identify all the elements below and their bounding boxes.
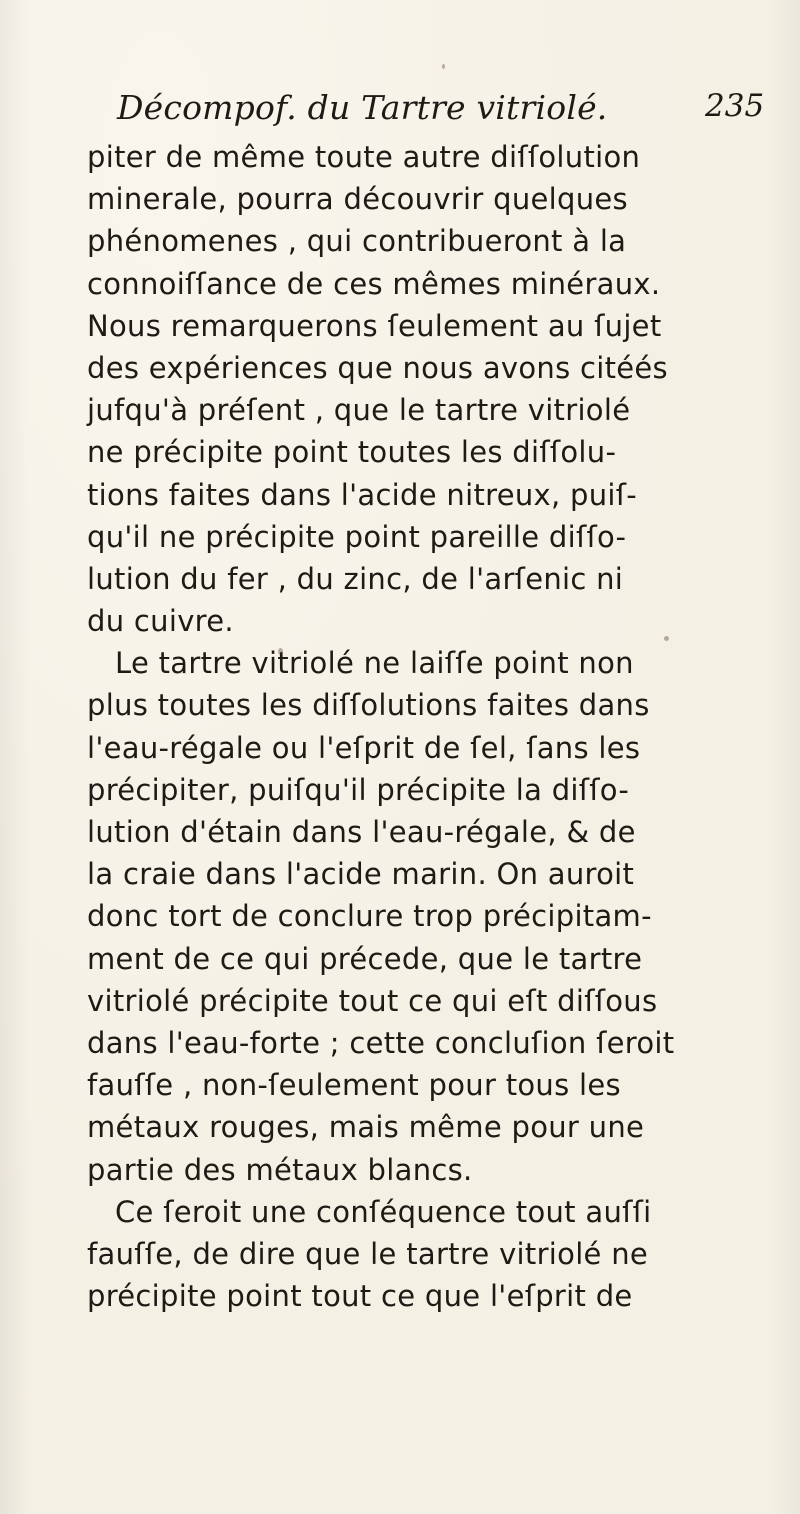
text-line: Ce ſeroit une conſéquence tout auſſi [115, 1194, 652, 1229]
text-line: phénomenes , qui contribueront à la [87, 224, 627, 259]
text-line: dans l'eau-forte ; cette concluſion ſeroit [87, 1025, 675, 1060]
text-line: qu'il ne précipite point pareille diſſo- [87, 519, 627, 554]
text-line: jufqu'à préſent , que le tartre vitriolé [87, 393, 631, 428]
text-line: minerale, pourra découvrir quelques [87, 182, 628, 217]
text-line: métaux rouges, mais même pour une [87, 1110, 645, 1145]
paper-speck [278, 648, 283, 655]
text-line: plus toutes les diſſolutions faites dans [87, 688, 650, 723]
text-line: la craie dans l'acide marin. On auroit [87, 857, 635, 892]
text-line: fauſſe, de dire que le tartre vitriolé ne [87, 1236, 649, 1271]
text-line: fauſſe , non-ſeulement pour tous les [87, 1068, 621, 1103]
text-line: précipiter, puiſqu'il précipite la diſſo- [87, 772, 630, 807]
text-line: du cuivre. [87, 604, 234, 639]
text-line: Le tartre vitriolé ne laiſſe point non [115, 646, 634, 681]
text-line: tions faites dans l'acide nitreux, puiſ- [87, 477, 638, 512]
page-header [0, 88, 800, 132]
paper-speck [664, 636, 669, 641]
paper-speck [442, 64, 445, 69]
running-title: Décompof. du Tartre vitriolé. [117, 88, 608, 127]
body-text [87, 136, 787, 1317]
text-line: vitriolé précipite tout ce qui eſt diſſous [87, 983, 658, 1018]
text-line: lution d'étain dans l'eau-régale, & de [87, 815, 636, 849]
text-line: partie des métaux blancs. [87, 1152, 473, 1187]
text-line: connoiſſance de ces mêmes minéraux. [87, 266, 661, 301]
text-line: l'eau-régale ou l'eſprit de ſel, ſans les [87, 730, 641, 765]
text-line: Nous remarquerons ſeulement au ſujet [87, 308, 662, 343]
text-line: précipite point tout ce que l'eſprit de [87, 1279, 633, 1314]
page-number: 235 [705, 88, 765, 124]
text-line: ment de ce qui précede, que le tartre [87, 941, 643, 976]
text-line: donc tort de conclure trop précipitam- [87, 899, 652, 934]
text-line: lution du fer , du zinc, de l'arſenic ni [87, 561, 624, 596]
text-line: ne précipite point toutes les diſſolu- [87, 435, 617, 470]
text-line: des expériences que nous avons citéés [87, 350, 668, 385]
text-line: piter de même toute autre diſſolution [87, 140, 641, 174]
